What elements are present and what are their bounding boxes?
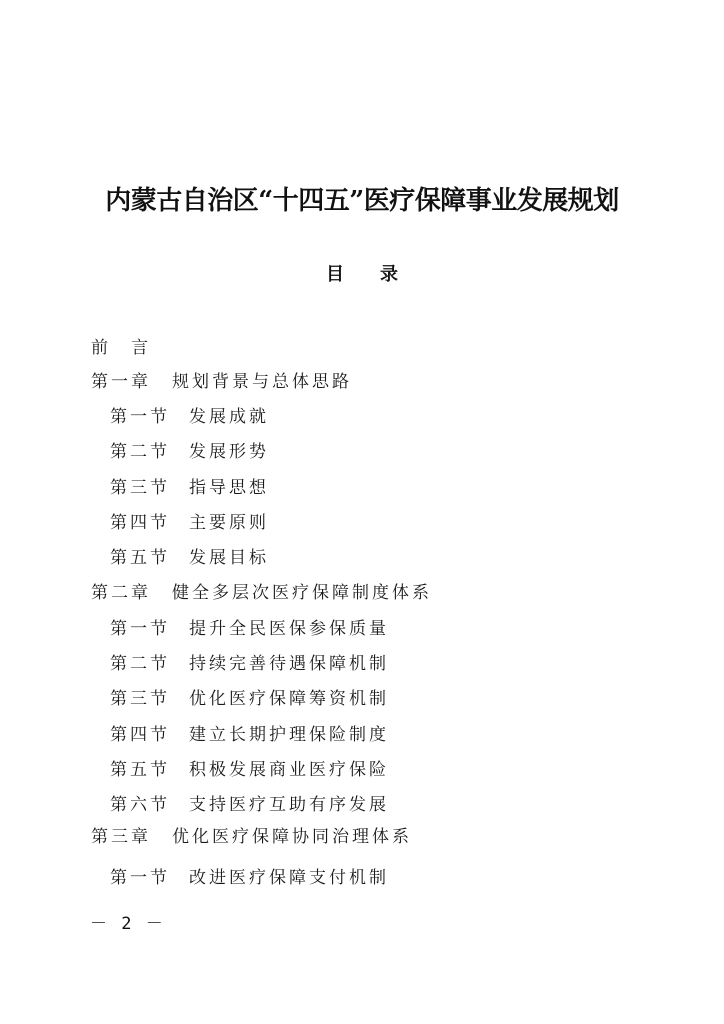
toc-section-number: 第一节 — [110, 407, 170, 427]
toc-chapter-title: 优化医疗保障协同治理体系 — [172, 827, 412, 847]
toc-heading: 目 录 — [326, 264, 398, 285]
toc-section-number: 第六节 — [110, 795, 170, 815]
page-number: － 2 － — [90, 914, 165, 934]
toc-section-title: 发展成就 — [189, 407, 269, 427]
toc-chapter-title: 规划背景与总体思路 — [172, 372, 352, 392]
toc-section-number: 第二节 — [110, 654, 170, 674]
toc-section-title: 建立长期护理保险制度 — [189, 725, 389, 745]
toc-section-number: 第五节 — [110, 760, 170, 780]
toc-entry-section — [110, 758, 389, 782]
toc-section-title: 发展形势 — [189, 442, 269, 462]
toc-entry-section — [110, 617, 389, 641]
toc-entry-section — [110, 723, 389, 747]
toc-chapter-title: 健全多层次医疗保障制度体系 — [172, 583, 432, 603]
toc-section-title: 主要原则 — [189, 513, 269, 533]
toc-section-title: 改进医疗保障支付机制 — [189, 868, 389, 888]
toc-section-number: 第三节 — [110, 689, 170, 709]
toc-section-title: 发展目标 — [189, 548, 269, 568]
toc-entry-section — [110, 546, 269, 570]
toc-section-title: 持续完善待遇保障机制 — [189, 654, 389, 674]
toc-chapter-number: 第二章 — [91, 583, 151, 603]
toc-section-title: 提升全民医保参保质量 — [189, 619, 389, 639]
toc-entry-section — [110, 476, 269, 500]
toc-section-title: 指导思想 — [189, 478, 269, 498]
toc-entry-chapter-3 — [91, 825, 412, 849]
toc-section-number: 第一节 — [110, 868, 170, 888]
toc-entry-section — [110, 440, 269, 464]
toc-chapter-number: 第三章 — [91, 827, 151, 847]
toc-section-number: 第四节 — [110, 725, 170, 745]
toc-entry-section — [110, 793, 389, 817]
toc-section-number: 第四节 — [110, 513, 170, 533]
toc-entry-section — [110, 511, 269, 535]
toc-section-title: 优化医疗保障筹资机制 — [189, 689, 389, 709]
toc-section-number: 第一节 — [110, 619, 170, 639]
toc-entry-section — [110, 866, 389, 890]
toc-entry-section — [110, 405, 269, 429]
toc-section-title: 支持医疗互助有序发展 — [189, 795, 389, 815]
document-title: 内蒙古自治区“十四五”医疗保障事业发展规划 — [105, 186, 619, 216]
toc-entry-preface: 前 言 — [91, 338, 151, 358]
toc-entry-section — [110, 687, 389, 711]
toc-entry-section — [110, 652, 389, 676]
toc-entry-chapter-1 — [91, 370, 352, 394]
toc-section-number: 第五节 — [110, 548, 170, 568]
toc-section-number: 第二节 — [110, 442, 170, 462]
toc-entry-chapter-2 — [91, 581, 432, 605]
toc-chapter-number: 第一章 — [91, 372, 151, 392]
toc-section-title: 积极发展商业医疗保险 — [189, 760, 389, 780]
toc-section-number: 第三节 — [110, 478, 170, 498]
